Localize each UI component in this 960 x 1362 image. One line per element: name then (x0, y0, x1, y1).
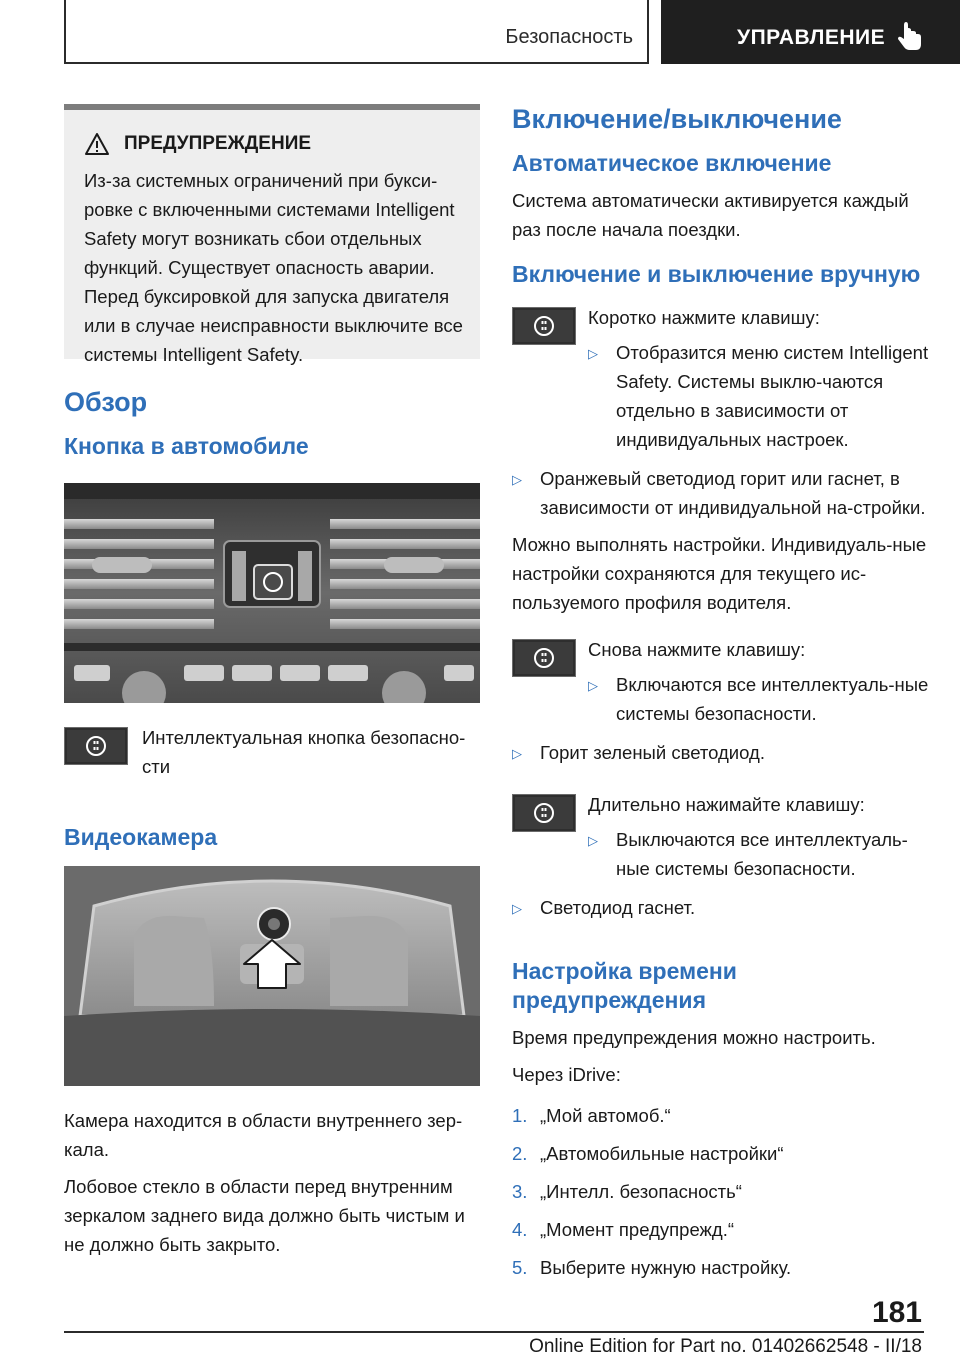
bullet-triangle-icon: ▷ (512, 901, 522, 916)
bullet-triangle-icon: ▷ (512, 746, 522, 761)
intelligent-safety-button-icon (64, 727, 128, 765)
led-off-bullet (512, 893, 932, 923)
warning-box (64, 104, 480, 365)
green-led-bullet (512, 738, 932, 768)
again-press-content (588, 635, 932, 728)
auto-on-text: Система автоматически активируется каждый раз после начала поездки. (512, 190, 909, 240)
button-in-car-heading: Кнопка в автомобиле (64, 433, 309, 459)
led-off-bullet-text: Светодиод гаснет. (540, 897, 696, 918)
warning-triangle-icon (84, 132, 110, 156)
list-item: 4. „Момент предупрежд.“ (512, 1219, 734, 1240)
long-press-row (512, 794, 932, 883)
pointing-hand-icon (895, 22, 925, 52)
again-press-row (512, 639, 932, 728)
header-section-box (64, 0, 649, 64)
bullet-triangle-icon: ▷ (588, 346, 598, 361)
warning-title: ПРЕДУПРЕЖДЕНИЕ (124, 133, 312, 154)
auto-on-heading: Автоматическое включение (512, 150, 832, 176)
warning-timing-heading: Настройка времени предупреждения (512, 958, 737, 1013)
safety-key-icon (512, 794, 576, 832)
camera-heading: Видеокамера (64, 824, 218, 850)
led-bullet (512, 464, 932, 522)
individual-settings-text: Можно выполнять настройки. Индивидуаль-ные настройки сохраняются для текущего ис-пользуемого профиля водителя. (512, 534, 927, 613)
bullet-triangle-icon: ▷ (588, 833, 598, 848)
overview-heading: Обзор (64, 387, 148, 417)
section-title: Безопасность (505, 26, 633, 48)
footer-divider (64, 1331, 924, 1333)
camera-paragraph-1: Камера находится в области внутреннего зер-кала. (64, 1110, 463, 1160)
short-press-row (512, 307, 932, 454)
long-press-bullet (588, 825, 932, 883)
again-press-bullet (588, 670, 932, 728)
footer-edition: Online Edition for Part no. 01402662548 - II/18 (529, 1336, 922, 1357)
again-press-bullet-text: Включаются все интеллектуаль-ные системы безопасности. (616, 674, 929, 724)
short-press-text: Коротко нажмите клавишу: (588, 307, 820, 328)
warning-timing-text: Время предупреждения можно настроить. (512, 1027, 876, 1048)
bullet-triangle-icon: ▷ (512, 472, 522, 487)
warning-heading (84, 132, 468, 156)
short-press-bullet (588, 338, 932, 454)
bullet-triangle-icon: ▷ (588, 678, 598, 693)
idrive-steps-list (512, 1101, 932, 1282)
again-press-text: Снова нажмите клавишу: (588, 639, 806, 660)
green-led-bullet-text: Горит зеленый светодиод. (540, 742, 765, 763)
page-number: 181 (871, 1296, 922, 1329)
safety-key-icon (512, 307, 576, 345)
on-off-heading: Включение/выключение (512, 104, 842, 134)
camera-photo (64, 866, 480, 1086)
list-item: 1. „Мой автомоб.“ (512, 1105, 671, 1126)
long-press-bullet-text: Выключаются все интеллектуаль-ные системы безопасности. (616, 829, 908, 879)
chapter-title: УПРАВЛЕНИЕ (737, 26, 886, 49)
list-item: 3. „Интелл. безопасность“ (512, 1181, 742, 1202)
short-press-bullet-text: Отобразится меню систем Intelligent Safety. Системы выклю-чаются отдельно в зависимости от индивидуальных настроек. (616, 342, 929, 450)
left-column (64, 104, 480, 1259)
led-bullet-text: Оранжевый светодиод горит или гаснет, в зависимости от индивидуальной на-стройки. (540, 468, 926, 518)
short-press-content (588, 303, 932, 454)
long-press-content (588, 790, 932, 883)
manual-heading: Включение и выключение вручную (512, 261, 921, 287)
header-chapter-box (661, 0, 960, 64)
idrive-text: Через iDrive: (512, 1064, 621, 1085)
safety-key-icon (512, 639, 576, 677)
list-item: 2. „Автомобильные настройки“ (512, 1143, 784, 1164)
button-caption-row (64, 727, 480, 781)
right-column (512, 104, 932, 1291)
camera-paragraph-2: Лобовое стекло в области перед внутренним зеркалом заднего вида должно быть чистым и не должно быть закрыто. (64, 1176, 465, 1255)
warning-text: Из-за системных ограничений при букси-ровке с включенными системами Intelligent Safety могут возникать сбои отдельных функций. Существует опасность аварии. Перед буксировкой для запуска двигателя или в случае неисправности выключите все системы Intelligent Safety. (84, 170, 463, 365)
list-item: 5. Выберите нужную настройку. (512, 1257, 792, 1278)
button-caption: Интеллектуальная кнопка безопасно-сти (142, 727, 466, 777)
long-press-text: Длительно нажимайте клавишу: (588, 794, 865, 815)
dashboard-button-photo (64, 483, 480, 703)
